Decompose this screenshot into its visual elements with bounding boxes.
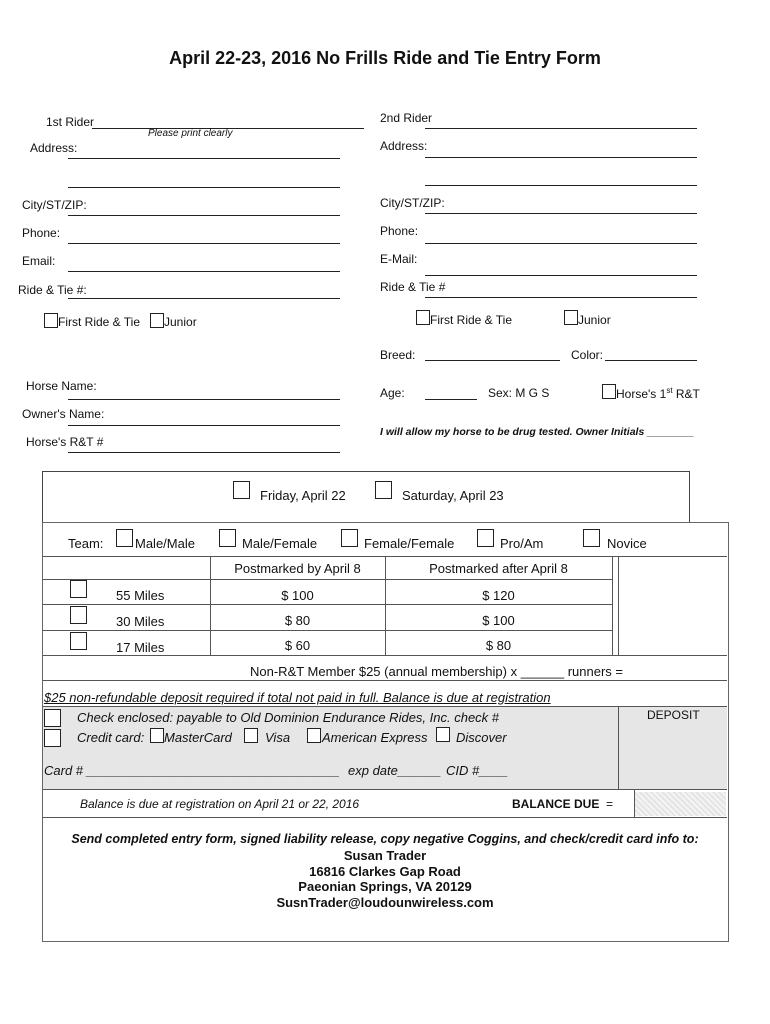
table-row-miles: 55 Miles (116, 588, 165, 603)
rider2-ridetie-label: Ride & Tie # (380, 280, 446, 294)
print-hint: Please print clearly (148, 128, 233, 139)
team-option-label: Female/Female (364, 536, 455, 551)
table-cell-by: $ 80 (284, 613, 311, 628)
mastercard-label: MasterCard (164, 730, 232, 745)
postmarked-after-header: Postmarked after April 8 (429, 561, 568, 576)
rider1-ridetie-label: Ride & Tie #: (18, 283, 87, 297)
rider1-city-line[interactable] (68, 215, 340, 216)
discover-label: Discover (456, 730, 507, 745)
day-selection-box (42, 471, 690, 523)
balance-equals: = (606, 797, 614, 811)
rider1-label: 1st Rider (46, 115, 95, 129)
page-title: April 22-23, 2016 No Frills Ride and Tie Entry Form (169, 48, 601, 68)
horse-name-line[interactable] (68, 399, 340, 400)
rider2-first-ride-checkbox[interactable] (416, 310, 430, 325)
rider1-email-label: Email: (22, 254, 56, 268)
rider2-ridetie-line[interactable] (425, 297, 697, 298)
membership-line: Non-R&T Member $25 (annual membership) x ______ runners = (250, 664, 623, 679)
visa-checkbox[interactable] (244, 728, 258, 743)
team-option-label: Novice (607, 536, 647, 551)
rider1-address-line-2[interactable] (68, 187, 340, 188)
rider2-junior-checkbox[interactable] (564, 310, 578, 325)
table-row-miles: 30 Miles (116, 614, 165, 629)
credit-card-label: Credit card: (77, 730, 145, 745)
horse-first-rt-checkbox[interactable] (602, 384, 616, 399)
table-cell-after: $ 120 (482, 588, 515, 603)
rider1-junior-label: Junior (164, 315, 197, 329)
rider2-name-line[interactable] (425, 128, 697, 129)
deposit-label: DEPOSIT (647, 708, 700, 722)
color-label: Color: (571, 348, 604, 362)
rider2-city-line[interactable] (425, 213, 697, 214)
horse-name-label: Horse Name: (26, 379, 97, 393)
balance-note: Balance is due at registration on April 21 or 22, 2016 (80, 797, 360, 811)
mail-email: SusnTrader@loudounwireless.com (276, 895, 494, 910)
rider1-phone-label: Phone: (22, 226, 61, 240)
team-male-male-checkbox[interactable] (116, 529, 133, 547)
age-line[interactable] (425, 399, 477, 400)
team-male-female-checkbox[interactable] (219, 529, 236, 547)
color-line[interactable] (605, 360, 697, 361)
balance-due-box[interactable] (634, 792, 726, 816)
rider1-address-line-1[interactable] (68, 158, 340, 159)
table-cell-by: $ 100 (281, 588, 314, 603)
miles-30-checkbox[interactable] (70, 606, 87, 624)
saturday-label: Saturday, April 23 (402, 488, 504, 503)
team-option-label: Male/Male (135, 536, 195, 551)
exp-date-field[interactable]: exp date______ (348, 763, 442, 778)
amex-checkbox[interactable] (307, 728, 321, 743)
horse-rt-label: Horse's R&T # (26, 435, 104, 449)
friday-checkbox[interactable] (233, 481, 250, 499)
team-novice-checkbox[interactable] (583, 529, 600, 547)
table-cell-after: $ 100 (482, 613, 515, 628)
breed-label: Breed: (380, 348, 416, 362)
rider2-label: 2nd Rider (380, 111, 433, 125)
sex-label: Sex: M G S (488, 386, 550, 400)
mail-street: 16816 Clarkes Gap Road (309, 864, 461, 879)
discover-checkbox[interactable] (436, 727, 450, 742)
visa-label: Visa (265, 730, 291, 745)
postmarked-by-header: Postmarked by April 8 (234, 561, 361, 576)
deposit-note: $25 non-refundable deposit required if total not paid in full. Balance is due at registration (44, 690, 551, 705)
miles-17-checkbox[interactable] (70, 632, 87, 650)
rider1-first-ride-label: First Ride & Tie (58, 315, 141, 329)
breed-line[interactable] (425, 360, 560, 361)
rider2-phone-line[interactable] (425, 243, 697, 244)
cid-field[interactable]: CID #____ (446, 763, 509, 778)
saturday-checkbox[interactable] (375, 481, 392, 499)
owner-name-label: Owner's Name: (22, 407, 105, 421)
rider1-email-line[interactable] (68, 271, 340, 272)
balance-due-label: BALANCE DUE (512, 797, 600, 811)
check-enclosed-label: Check enclosed: payable to Old Dominion Endurance Rides, Inc. check # (77, 710, 500, 725)
rider2-address-line-1[interactable] (425, 157, 697, 158)
mail-instructions: Send completed entry form, signed liability release, copy negative Coggins, and check/credit card info to: (71, 832, 699, 846)
mastercard-checkbox[interactable] (150, 728, 164, 743)
rider2-address-label: Address: (380, 139, 428, 153)
mail-city: Paeonian Springs, VA 20129 (298, 879, 472, 894)
team-label: Team: (68, 536, 104, 551)
rider2-city-label: City/ST/ZIP: (380, 196, 445, 210)
friday-label: Friday, April 22 (260, 488, 346, 503)
rider2-address-line-2[interactable] (425, 185, 697, 186)
table-cell-after: $ 80 (485, 638, 512, 653)
team-pro-am-checkbox[interactable] (477, 529, 494, 547)
amex-label: American Express (322, 730, 428, 745)
rider1-phone-line[interactable] (68, 243, 340, 244)
rider1-address-label: Address: (30, 141, 78, 155)
rider2-junior-label: Junior (578, 313, 611, 327)
rider1-junior-checkbox[interactable] (150, 313, 164, 328)
owner-name-line[interactable] (68, 425, 340, 426)
drug-test-consent: I will allow my horse to be drug tested. Owner Initials ________ (380, 426, 694, 438)
table-cell-by: $ 60 (284, 638, 311, 653)
miles-55-checkbox[interactable] (70, 580, 87, 598)
rider2-email-line[interactable] (425, 275, 697, 276)
horse-first-rt-label: Horse's 1st R&T (616, 386, 700, 401)
rider1-first-ride-checkbox[interactable] (44, 313, 58, 328)
horse-rt-line[interactable] (68, 452, 340, 453)
check-enclosed-checkbox[interactable] (44, 709, 61, 727)
table-row-miles: 17 Miles (116, 640, 165, 655)
rider2-email-label: E-Mail: (380, 252, 418, 266)
team-option-label: Pro/Am (500, 536, 544, 551)
rider1-city-label: City/ST/ZIP: (22, 198, 87, 212)
rider1-ridetie-line[interactable] (68, 298, 340, 299)
team-female-female-checkbox[interactable] (341, 529, 358, 547)
mail-name: Susan Trader (343, 848, 427, 863)
card-number-field[interactable]: Card # ___________________________________ (44, 763, 340, 778)
rider2-phone-label: Phone: (380, 224, 419, 238)
credit-card-checkbox[interactable] (44, 729, 61, 747)
rider2-first-ride-label: First Ride & Tie (430, 313, 513, 327)
team-option-label: Male/Female (242, 536, 318, 551)
age-label: Age: (380, 386, 405, 400)
